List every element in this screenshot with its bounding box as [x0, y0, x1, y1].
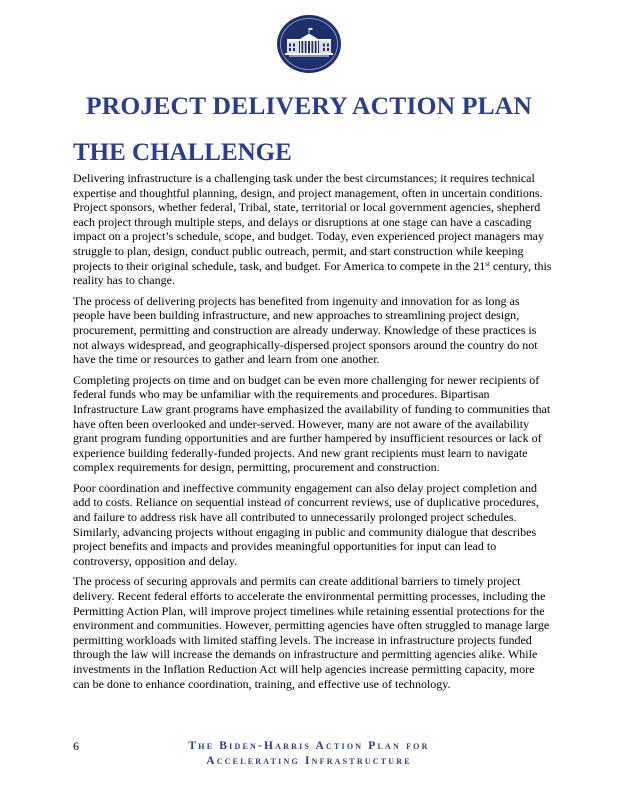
body-text [73, 171, 553, 697]
paragraph-1-text-end: century, this reality has to change. [73, 258, 552, 288]
page-number: 6 [73, 739, 79, 753]
paragraph-3: Completing projects on time and on budget can be even more challenging for newer recipients of federal funds who may be unfamiliar with the requirements and procedures. Bipartisan Infrastructure Law grant programs have emphasized the availability of funding to communities that have often been overlooked and under-served. However, many are not aware of the availability grant program funding opportunities and are further hampered by insufficient resources or lack of experience building federally-funded projects. And new grant recipients must learn to navigate complex requirements for design, permitting, procurement and construction. [73, 372, 551, 475]
footer [0, 739, 618, 768]
paragraph-1-superscript: st [485, 259, 490, 268]
white-house-seal-icon [276, 14, 342, 74]
paragraph-2: The process of delivering projects has benefited from ingenuity and innovation for as long as people have been building infrastructure, and new approaches to streamlining project design, procurement, permitting and construction are already underway. Knowledge of these practices is not always widespread, and geographically-dispersed project sponsors around the country do not have the time or resources to gather and learn from one another. [73, 293, 538, 367]
paragraph-5: The process of securing approvals and permits can create additional barriers to timely project delivery. Recent federal efforts to accelerate the environmental permitting processes, including the Permitting Action Plan, will improve project timelines while retaining essential protections for the environment and communities. However, permitting agencies have often struggled to manage large permitting workloads with limited staffing levels. The increase in infrastructure projects funded through the law will increase the demands on infrastructure and permitting agencies alike. While investments in the Inflation Reduction Act will help agencies increase permitting capacity, more can be done to enhance coordination, training, and effective use of technology. [73, 574, 550, 691]
section-heading: THE CHALLENGE [73, 139, 292, 166]
paragraph-4: Poor coordination and ineffective community engagement can also delay project completion and add to costs. Reliance on sequential instead of concurrent reviews, use of duplicative procedures, and failure to address risk have all contributed to unnecessarily prolonged project schedules. Similarly, advancing projects without engaging in public and community dialogue that describes project benefits and impacts and provides meaningful opportunities for input can lead to controversy, opposition and delay. [73, 480, 539, 568]
paragraph-1-text: Delivering infrastructure is a challenging task under the best circumstances; it requires technical expertise and thoughtful planning, design, and project management, often in uncertain conditions. Project sponsors, whether federal, Tribal, state, territorial or local government agencies, shepherd each project through multiple steps, and delays or disruptions at one stage can have a cascading impact on a project’s schedule, scope, and budget. Today, even experienced project managers may struggle to plan, design, conduct public outreach, permit, and start construction while keeping projects to their original schedule, task, and budget. For America to compete in the 21 [73, 171, 544, 273]
paragraph-1 [73, 171, 553, 288]
document-title: PROJECT DELIVERY ACTION PLAN [85, 91, 533, 120]
footer-line-2: Accelerating Infrastructure [206, 754, 412, 767]
footer-line-1: The Biden-Harris Action Plan for [188, 740, 430, 752]
